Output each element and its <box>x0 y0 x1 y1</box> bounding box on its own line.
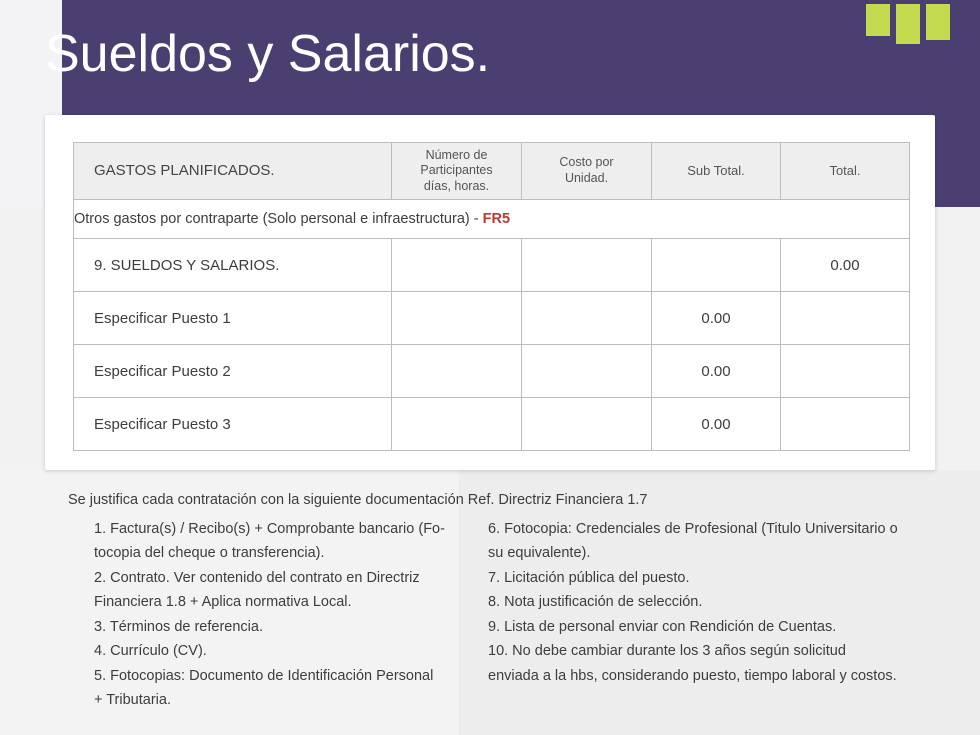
row-subtotal[interactable]: 0.00 <box>652 398 781 451</box>
header-num-line1: Número de <box>425 147 488 162</box>
notes-left-line: + Tributaria. <box>94 692 171 709</box>
green-bars-logo-icon <box>866 4 962 44</box>
notes-right-line: 10. No debe cambiar durante los 3 años según solicitud <box>488 643 846 660</box>
notes-right-line: 8. Nota justificación de selección. <box>488 594 703 611</box>
row-total[interactable] <box>781 345 910 398</box>
row-participantes[interactable] <box>392 345 522 398</box>
notes-left-line: 3. Términos de referencia. <box>94 618 263 635</box>
logo-bar-1 <box>866 4 890 36</box>
notes-column-right <box>488 518 918 689</box>
budget-table <box>73 142 910 451</box>
table-note-text: Otros gastos por contraparte (Solo personal e infraestructura) - <box>74 211 483 227</box>
notes-right-line: enviada a la hbs, considerando puesto, tiempo laboral y costos. <box>488 667 897 684</box>
table-note-row <box>74 200 910 239</box>
table-header-gastos: GASTOS PLANIFICADOS. <box>74 143 392 200</box>
table-row <box>74 292 910 345</box>
row-label[interactable]: Especificar Puesto 2 <box>74 345 392 398</box>
row-participantes[interactable] <box>392 292 522 345</box>
table-row <box>74 398 910 451</box>
notes-left-line: 2. Contrato. Ver contenido del contrato en Directriz <box>94 569 420 586</box>
table-row <box>74 345 910 398</box>
header-cost-line1: Costo por <box>559 155 614 170</box>
notes-left-line: 1. Factura(s) / Recibo(s) + Comprobante bancario (Fo- <box>94 521 445 537</box>
notes-left-line: 4. Currículo (CV). <box>94 643 207 660</box>
row-label[interactable]: Especificar Puesto 1 <box>74 292 392 345</box>
notes-column-left <box>94 518 456 714</box>
row-label[interactable]: Especificar Puesto 3 <box>74 398 392 451</box>
table-header-costo <box>522 143 652 200</box>
notes-right-line: su equivalente). <box>488 545 591 562</box>
table-note-cell <box>74 200 910 239</box>
budget-card <box>45 115 935 470</box>
row-subtotal[interactable]: 0.00 <box>652 345 781 398</box>
notes-left-line: Financiera 1.8 + Aplica normativa Local. <box>94 594 352 611</box>
row-subtotal[interactable] <box>652 239 781 292</box>
header-cost-line2: Unidad. <box>564 171 609 185</box>
page-title: Sueldos y Salarios. <box>45 25 491 83</box>
row-costo[interactable] <box>522 398 652 451</box>
table-row <box>74 239 910 292</box>
notes-left-line: 5. Fotocopias: Documento de Identificación Personal <box>94 667 434 684</box>
row-subtotal[interactable]: 0.00 <box>652 292 781 345</box>
logo-bar-3 <box>926 4 950 40</box>
table-header-participantes <box>392 143 522 200</box>
table-header-total: Total. <box>781 143 910 200</box>
row-costo[interactable] <box>522 239 652 292</box>
table-header-subtotal: Sub Total. <box>652 143 781 200</box>
notes-right-line: 7. Licitación pública del puesto. <box>488 569 690 586</box>
table-note-tag: FR5 <box>482 211 511 227</box>
row-total[interactable]: 0.00 <box>781 239 910 292</box>
logo-bar-2 <box>896 4 920 44</box>
row-label[interactable]: 9. SUELDOS Y SALARIOS. <box>74 239 392 292</box>
row-participantes[interactable] <box>392 239 522 292</box>
row-total[interactable] <box>781 292 910 345</box>
header-num-line2: Participantes <box>420 163 493 178</box>
row-participantes[interactable] <box>392 398 522 451</box>
row-total[interactable] <box>781 398 910 451</box>
row-costo[interactable] <box>522 345 652 398</box>
row-costo[interactable] <box>522 292 652 345</box>
notes-intro: Se justifica cada contratación con la siguiente documentación Ref. Directriz Financiera 1.7 <box>68 492 648 508</box>
header-num-line3: días, horas. <box>423 178 490 193</box>
notes-right-line: 6. Fotocopia: Credenciales de Profesional (Titulo Universitario o <box>488 521 898 537</box>
notes-left-line: tocopia del cheque o transferencia). <box>94 545 325 562</box>
table-header-row <box>74 143 910 200</box>
notes-right-line: 9. Lista de personal enviar con Rendición de Cuentas. <box>488 618 837 635</box>
